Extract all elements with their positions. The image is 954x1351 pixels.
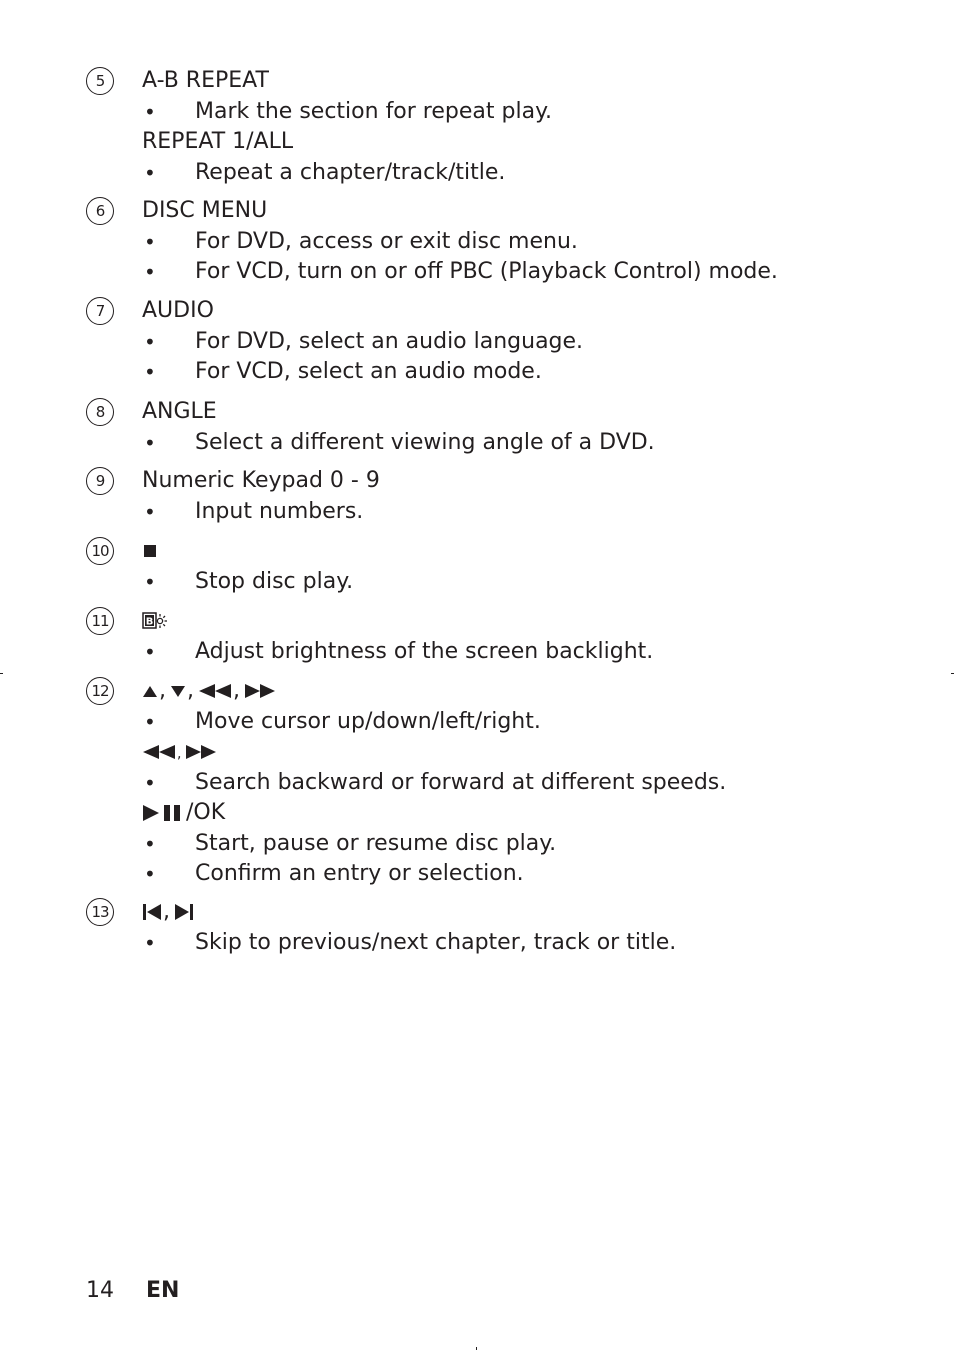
item-heading: A-B REPEAT	[142, 68, 269, 93]
bullet-dot: •	[144, 160, 156, 185]
bullet-item	[86, 257, 906, 288]
bullet-item	[86, 637, 906, 668]
bullet-item	[86, 567, 906, 598]
item-number: 7	[86, 297, 114, 325]
bullet-dot: •	[144, 831, 156, 856]
bullet-dot: •	[144, 260, 156, 284]
bullet-item	[86, 227, 906, 258]
bullet-item	[86, 928, 906, 959]
item-number: 10	[86, 537, 114, 565]
bullet-item	[86, 768, 906, 799]
bullet-text: Move cursor up/down/left/right.	[195, 708, 541, 734]
bullet-text: Search backward or forward at different speeds.	[195, 769, 727, 795]
bullet-item	[86, 357, 906, 388]
rewind-icon	[198, 683, 232, 699]
bullet-text: Start, pause or resume disc play.	[195, 830, 557, 856]
entry-5	[86, 66, 906, 188]
bullet-dot: •	[144, 360, 156, 384]
brightness-icon	[142, 610, 168, 632]
item-heading: Numeric Keypad 0 - 9	[142, 468, 380, 493]
rewind-icon	[142, 744, 176, 760]
bullet-item	[86, 859, 906, 890]
crop-mark	[0, 673, 3, 674]
fast-forward-icon	[185, 744, 217, 760]
item-heading: AUDIO	[142, 298, 214, 323]
bullet-text: Stop disc play.	[195, 568, 354, 594]
bullet-dot: •	[144, 862, 156, 886]
svg-text:B: B	[145, 616, 154, 628]
navigation-symbols: , , ,	[86, 676, 906, 707]
bullet-text: For DVD, select an audio language.	[195, 328, 584, 354]
bullet-text: Select a different viewing angle of a DVD.	[195, 429, 655, 455]
play-pause-icon	[142, 804, 186, 822]
entry-8	[86, 397, 906, 458]
language-code: EN	[146, 1278, 180, 1303]
bullet-text: For VCD, select an audio mode.	[195, 359, 542, 384]
skip-symbols: ,	[86, 897, 906, 928]
bullet-dot: •	[144, 770, 156, 795]
bullet-dot: •	[144, 430, 156, 455]
bullet-item	[86, 97, 906, 128]
previous-icon	[142, 903, 162, 921]
item-number: 13	[86, 898, 114, 926]
bullet-text: Repeat a chapter/track/title.	[195, 159, 506, 185]
bullet-text: Mark the section for repeat play.	[195, 98, 552, 124]
bullet-dot: •	[144, 229, 156, 254]
next-icon	[174, 903, 194, 921]
entry-9	[86, 466, 906, 527]
bullet-item	[86, 158, 906, 189]
bullet-text: Adjust brightness of the screen backlight.	[195, 638, 654, 664]
bullet-text: Skip to previous/next chapter, track or title.	[195, 929, 677, 955]
fast-forward-icon	[244, 683, 276, 699]
bullet-dot: •	[144, 930, 156, 955]
bullet-dot: •	[144, 499, 156, 524]
bullet-dot: •	[144, 709, 156, 734]
entry-7	[86, 296, 906, 388]
item-number: 5	[86, 67, 114, 95]
bullet-text: Confirm an entry or selection.	[195, 861, 524, 886]
entry-13	[86, 897, 906, 958]
item-heading: DISC MENU	[142, 198, 268, 223]
entry-12	[86, 676, 906, 890]
item-number: 8	[86, 398, 114, 426]
bullet-dot: •	[144, 639, 156, 664]
item-number: 12	[86, 677, 114, 705]
entry-11	[86, 606, 906, 667]
down-arrow-icon	[170, 683, 186, 699]
bullet-item	[86, 497, 906, 528]
page-number: 14	[86, 1278, 114, 1303]
ok-label: /OK	[186, 800, 226, 825]
entry-10	[86, 536, 906, 597]
bullet-dot: •	[144, 569, 156, 594]
up-arrow-icon	[142, 683, 158, 699]
bullet-text: For DVD, access or exit disc menu.	[195, 228, 578, 254]
bullet-dot: •	[144, 329, 156, 354]
bullet-item	[86, 428, 906, 459]
bullet-dot: •	[144, 99, 156, 124]
bullet-text: For VCD, turn on or off PBC (Playback Control) mode.	[195, 259, 778, 284]
bullet-item	[86, 829, 906, 860]
bullet-item	[86, 327, 906, 358]
stop-icon	[142, 543, 158, 559]
bullet-text: Input numbers.	[195, 498, 364, 524]
item-number: 11	[86, 607, 114, 635]
crop-mark	[476, 1347, 477, 1350]
play-pause-ok-heading	[86, 798, 906, 829]
bullet-item	[86, 707, 906, 738]
item-number: 9	[86, 467, 114, 495]
search-symbols: ,	[86, 737, 906, 768]
item-heading: ANGLE	[142, 399, 217, 424]
item-number: 6	[86, 197, 114, 225]
item-subheading: REPEAT 1/ALL	[142, 129, 294, 154]
entry-6	[86, 196, 906, 288]
